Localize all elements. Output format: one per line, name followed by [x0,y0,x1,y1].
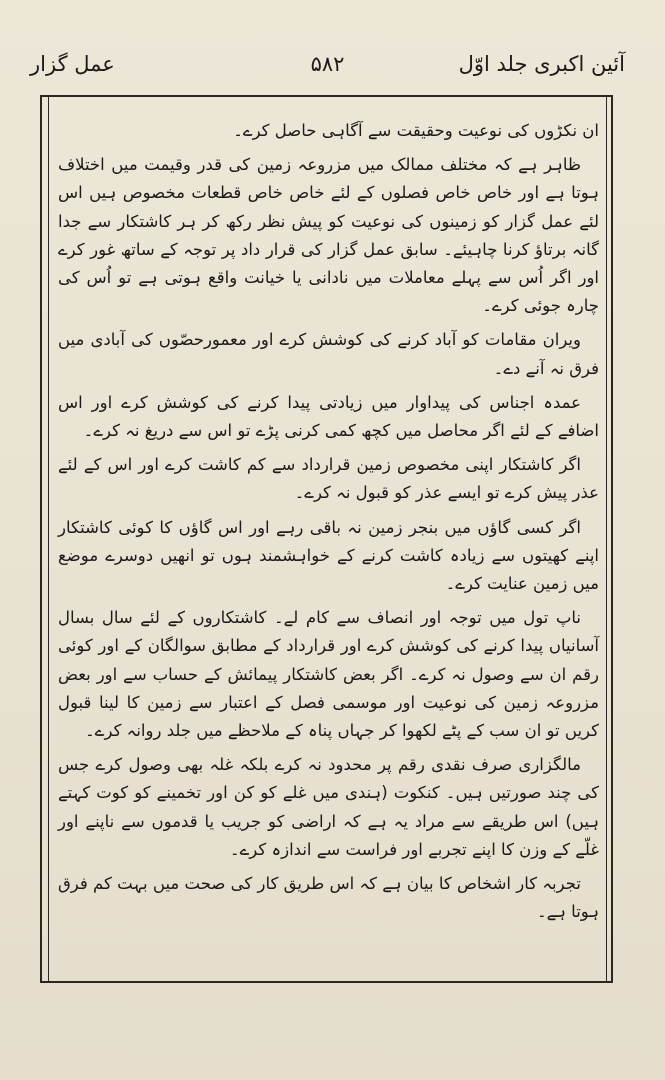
running-head [30,52,625,86]
page-number: ۵۸۲ [310,52,345,76]
paragraph: ان نکڑوں کی نوعیت وحقیقت سے آگاہی حاصل کرے۔ [233,121,599,140]
paragraph: ناپ تول میں توجہ اور انصاف سے کام لے۔ کاشتکاروں کے لئے سال بسال آسانیاں پیدا کرنے کی کوشش کرے اور قرارداد کے مطابق سوالگان کے اور کوئی رقم ان سے وصول نہ کرے۔ اگر بعض کاشتکار پیمائش کے حساب سے اور بعض مزروعہ زمین کی نوعیت اور موسمی فصل کے اعتبار سے زمین کا لینا قبول کریں تو ان سب کے پٹے لکھوا کر جہاں پناہ کے ملاحظے میں جلد روانہ کرے۔ [58,608,599,741]
paragraph: مالگزاری صرف نقدی رقم پر محدود نہ کرے بلکہ غلہ بھی وصول کرے جس کی چند صورتیں ہیں۔ کنکوت (ہندی میں غلے کو کن اور تخمینے کو کوت کہتے ہیں) اس طریقے سے مراد یہ ہے کہ اراضی کو جریب یا قدموں سے ناپنے اور غلّے کے وزن کا اپنے تجربے اور فراست سے اندازہ کرے۔ [58,755,599,859]
paragraph: ظاہر ہے کہ مختلف ممالک میں مزروعہ زمین کی قدر وقیمت میں اختلاف ہوتا ہے اور خاص خاص فصلوں کے لئے خاص خاص قطعات مخصوص ہیں اس لئے عمل گزار کو زمینوں کی نوعیت کو پیش نظر رکھ کر ہر کاشتکار سے جدا گانہ برتاؤ کرنا چاہیئے۔ سابق عمل گزار کی قرار داد پر توجہ کے ساتھ غور کرے اور اگر اُس سے پہلے معاملات میں نادانی یا خیانت واقع ہوتی ہے تو اُس کی چارہ جوئی کرے۔ [58,155,599,316]
paragraph: ویران مقامات کو آباد کرنے کی کوشش کرے اور معمورحصّوں کی آبادی میں فرق نہ آنے دے۔ [58,330,599,378]
paragraph: عمدہ اجناس کی پیداوار میں زیادتی پیدا کرنے کی کوشش کرے اور اس اضافے کے لئے اگر محاصل میں کچھ کمی کرنی پڑے تو اس سے دریغ نہ کرے۔ [58,392,599,441]
book-title: آئین اکبری جلد اوّل [458,52,625,76]
paragraph: اگر کاشتکار اپنی مخصوص زمین قرارداد سے کم کاشت کرے اور اس کے لئے عذر پیش کرے تو ایسے عذر کو قبول نہ کرے۔ [58,455,599,503]
chapter-title: عمل گزار [30,52,115,76]
body-text [58,117,599,932]
text-frame [40,95,613,983]
paragraph: تجربہ کار اشخاص کا بیان ہے کہ اس طریق کار کی صحت میں بہت کم فرق ہوتا ہے۔ [58,874,599,922]
paragraph: اگر کسی گاؤں میں بنجر زمین نہ باقی رہے اور اس گاؤں کا کوئی کاشتکار اپنے کھیتوں سے زیادہ کاشت کرنے کے خواہشمند ہوں تو انھیں دوسرے موضع میں زمین عنایت کرے۔ [58,517,599,594]
